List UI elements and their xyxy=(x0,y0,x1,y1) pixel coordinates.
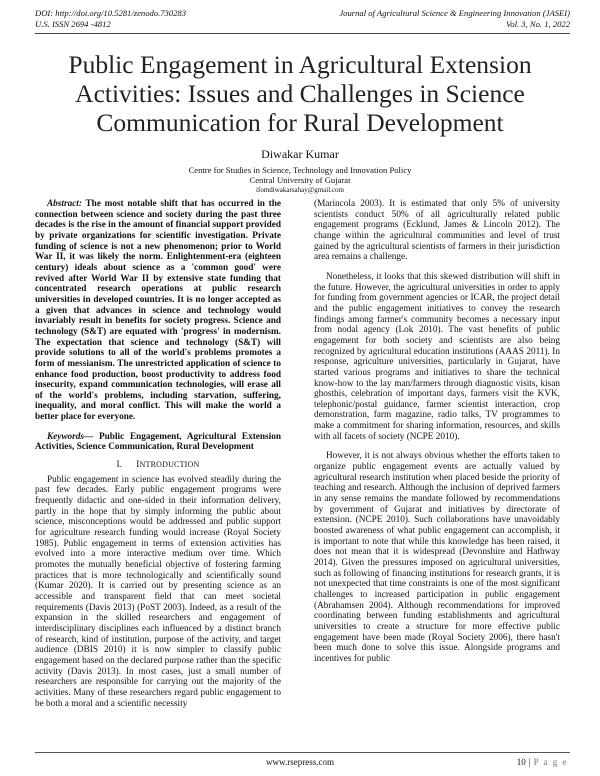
page-label: P a g e xyxy=(533,757,568,767)
header-right xyxy=(339,8,570,30)
paper-title: Public Engagement in Agricultural Extension Activities: Issues and Challenges in Science Communication for Rural Development xyxy=(68,50,532,137)
keywords-text: Public Engagement, Agricultural Extension Activities, Science Communication, Rural Development xyxy=(35,431,281,453)
footer-divider xyxy=(35,752,570,753)
affiliation xyxy=(0,165,600,195)
abstract-label: Abstract: xyxy=(47,199,82,209)
header-divider xyxy=(35,33,570,34)
right-paragraph-2: Nonetheless, it looks that this skewed distribution will shift in the future. However, the agricultural universities in order to apply for funding from government agencies or ICAR, the project detail and the public engagement initiatives to convey the research findings among farmer's community becomes a necessary input from nodal agency (Lok 2010). The vast benefits of public engagement for both society and scientists are also being recognized by agricultural education institutions (AAAS 2011). In response, agriculture universities, particularly in Gujarat, have started various programs and initiatives to share the technical know-how to the lay man/farmers through diagnostic visits, kisan ghosthis, celebration of important days, farmers visit the KVK, telephonic/postal guidance, farmer scientist interaction, crop demonstration, farm magazine, radio talks, TV programmes to make a commitment for sharing information, resources, and skills with all facets of society (NCPE 2010). xyxy=(314,271,560,442)
doi-link[interactable]: DOI: http://doi.org/10.5281/zenodo.730283 xyxy=(35,8,187,18)
affiliation-centre: Centre for Studies in Science, Technology and Innovation Policy xyxy=(188,165,412,175)
right-paragraph-3: However, it is not always obvious whether the efforts taken to organize public engagement events are actually valued by agricultural research institution when placed beside the priority of teaching and research. Although the inclusion of deprived farmers in any sense remains the mandate followed by recommendations by government of Gujarat and initiatives by directorate of extension. (NCPE 2010). Such collaborations have unavoidably boosted awareness of what public engagement can accomplish, it is important to note that while this knowledge has been raised, it does not mean that it is widespread (Devonshire and Hathway 2014). Given the pressures imposed on agricultural universities, such as following of financing institutions for research grants, it is not unexpected that time constraints is one of the most significant challenges to increased participation in public engagement (Abrahamsen 2004). Although recommendations for improved coordinating between funding establishments and agricultural universities to create a structure for more effective public engagement have been made (Royal Society 2006), there hasn't been much done to solve this issue. Alongside programs and incentives for public xyxy=(314,451,560,664)
section-title-initial: I xyxy=(136,459,140,470)
page-number-value: 10 xyxy=(516,757,526,767)
author-name: Diwakar Kumar xyxy=(261,147,339,161)
section-title-rest: NTRODUCTION xyxy=(139,460,200,470)
keywords-label: Keywords— xyxy=(47,431,94,442)
keywords xyxy=(35,432,281,453)
abstract xyxy=(35,199,281,423)
left-column xyxy=(35,199,281,709)
page-number: 10 | P a g e xyxy=(516,757,568,767)
header-left xyxy=(35,8,186,30)
intro-paragraph: Public engagement in science has evolved steadily during the past few decades. Early public engagement programs were frequently didactic and one-sided in their information delivery, partly in the hope that by simply informing the public about science, misconceptions would be addressed and public support for agriculture research funding would increase (Royal Society 1985). Public engagement in terms of extension activities has evolved into a more interactive medium over time. Which promotes the mutually beneficial objective of fostering farming practices that is more technologically and scientifically sound (Kumar 2020). It is carried out by presenting science as an accessible and transparent field that can meet societal requirements (Davis 2013) (PoST 2003). Indeed, as a result of the expansion in the skilled researchers and engagement of interdisciplinary disciplines each influenced by a distinct branch of research, kind of institution, purpose of the activity, and target audience (DBIS 2010) it is now simpler to classify public engagement based on the declared purpose rather than the specific activity (Davis 2013). In most cases, just a small number of researchers are responsible for carrying out the majority of the activities. Many of these researchers regard public engagement to be both a moral and a scientific necessity xyxy=(35,474,281,709)
right-paragraph-1: (Marincola 2003). It is estimated that only 5% of university scientists conduct 50% of all agriculturally related public engagement programs (Ecklund, James & Lincoln 2012). The change within the agricultural communities and level of trust gained by the agricultural scientists of farmers in their jurisdiction area remains a challenge. xyxy=(314,199,560,263)
issn-text: U.S. ISSN 2694 -4812 xyxy=(35,19,111,29)
volume-info: Vol. 3, No. 1, 2022 xyxy=(506,19,570,29)
section-number: I. xyxy=(116,459,123,470)
abstract-text: The most notable shift that has occurred in the connection between science and society during the past three decades is the rise in the amount of financial support provided by private organizations for scientific investigation. Private funding of science is not a new phenomenon; prior to World War II, it was likely the norm. Enlightenment-era (eighteen century) ideals about science as a 'common good' were revived after World War II by extensive state funding that concentrated research operations at public research universities in developed countries. It is no longer accepted as a given that advances in science and technology would invariably result in benefits for society progress. Science and technology (S&T) are equated with 'progress' in modernism. The expectation that science and technology (S&T) will provide solutions to all of the world's problems promotes a form of messianism. The unrestricted application of science to enhance food production, boost productivity to address food insecurity, expand communication technologies, will erase all of the world's problems, including starvation, suffering, inequality, and moral conflict. This will make the world a better place for everyone. xyxy=(35,199,281,423)
affiliation-university: Central University of Gujarat xyxy=(249,175,351,185)
right-column xyxy=(314,199,560,665)
journal-name: Journal of Agricultural Science & Engineering Innovation (JASEI) xyxy=(339,8,570,18)
section-heading-introduction xyxy=(35,459,281,471)
author-email[interactable]: ifomdiwakarsahay@gmail.com xyxy=(256,186,344,194)
footer-url[interactable]: www.rsepress.com xyxy=(266,757,334,767)
